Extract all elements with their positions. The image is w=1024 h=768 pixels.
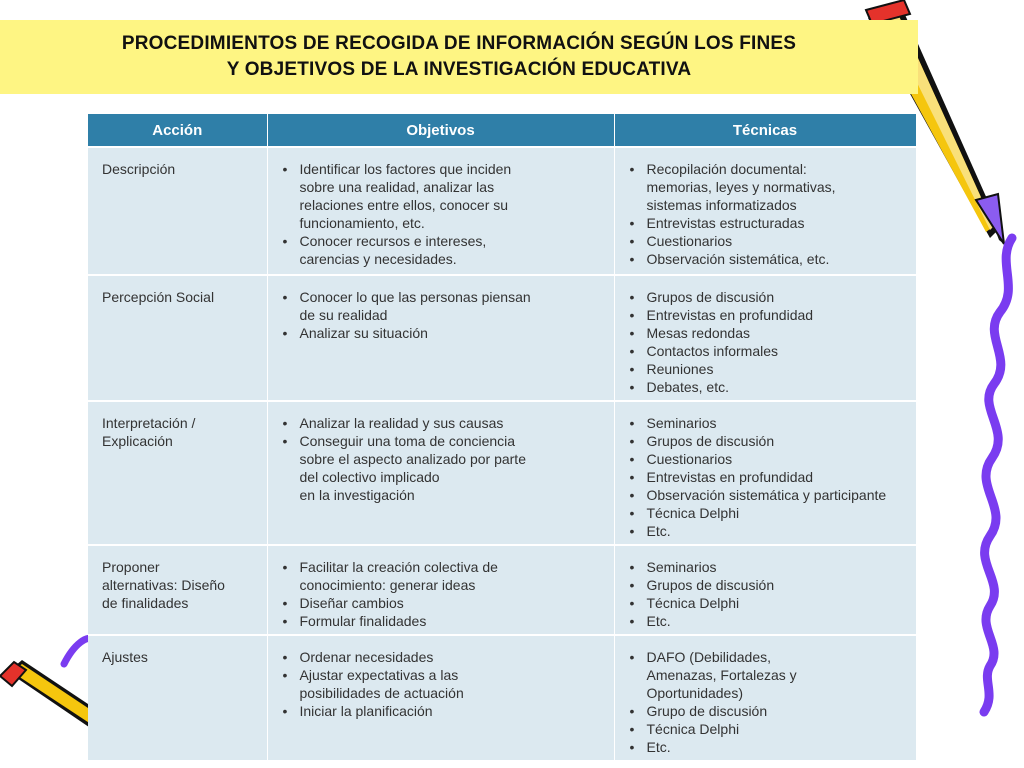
tecnicas-list	[629, 160, 906, 268]
tecnicas-list	[629, 558, 906, 630]
accion-text-line: de finalidades	[102, 595, 189, 611]
cell-objetivos	[267, 635, 614, 760]
objetivos-list	[282, 648, 604, 720]
table-row	[88, 401, 916, 545]
list-item-line: relaciones entre ellos, conocer su	[299, 197, 509, 213]
accion-text-line: Percepción Social	[102, 289, 215, 305]
list-item	[300, 558, 604, 594]
list-item	[300, 612, 604, 630]
list-item-line: • Cuestionarios	[646, 451, 733, 467]
list-item	[300, 288, 604, 324]
list-item-line: sistemas informatizados	[646, 197, 797, 213]
list-item-line: • Grupos de discusión	[646, 289, 775, 305]
list-item	[647, 342, 906, 360]
list-item	[300, 232, 604, 268]
list-item	[647, 702, 906, 720]
cell-tecnicas	[614, 147, 916, 275]
list-item	[647, 738, 906, 756]
list-item	[647, 414, 906, 432]
table-row	[88, 635, 916, 760]
page-title-line-1: PROCEDIMIENTOS DE RECOGIDA DE INFORMACIÓN SEGÚN LOS FINES	[121, 33, 797, 54]
header-tecnicas: Técnicas	[614, 114, 916, 147]
table-row	[88, 275, 916, 401]
table-body	[88, 147, 916, 760]
procedures-table-container	[88, 114, 916, 755]
cell-accion	[88, 275, 267, 401]
list-item-line: • Conocer recursos e intereses,	[299, 233, 487, 249]
cell-tecnicas	[614, 401, 916, 545]
list-item-line: • Iniciar la planificación	[299, 703, 433, 719]
list-item	[647, 360, 906, 378]
list-item-line: • Debates, etc.	[646, 379, 729, 395]
list-item	[300, 160, 604, 232]
list-item	[647, 232, 906, 250]
procedures-table	[88, 114, 917, 760]
list-item-line: • Entrevistas en profundidad	[646, 469, 814, 485]
list-item	[300, 414, 604, 432]
list-item	[647, 594, 906, 612]
list-item	[647, 504, 906, 522]
list-item-line: • Técnica Delphi	[646, 595, 740, 611]
cell-tecnicas	[614, 635, 916, 760]
page-title-line-2: Y OBJETIVOS DE LA INVESTIGACIÓN EDUCATIVA	[226, 59, 692, 80]
list-item-line: • Contactos informales	[646, 343, 779, 359]
list-item-line: • Diseñar cambios	[299, 595, 404, 611]
tecnicas-list	[629, 648, 906, 756]
list-item-line: • Facilitar la creación colectiva de	[299, 559, 498, 575]
list-item	[647, 612, 906, 630]
list-item	[300, 432, 604, 504]
list-item-line: • Técnica Delphi	[646, 721, 740, 737]
list-item	[647, 720, 906, 738]
list-item-line: carencias y necesidades.	[299, 251, 457, 267]
table-row	[88, 545, 916, 635]
tecnicas-list	[629, 288, 906, 396]
list-item-line: en la investigación	[299, 487, 415, 503]
list-item-line: de su realidad	[299, 307, 388, 323]
list-item-line: • Entrevistas en profundidad	[646, 307, 814, 323]
list-item	[647, 306, 906, 324]
cell-objetivos	[267, 147, 614, 275]
list-item-line: • Observación sistemática y participante	[646, 487, 887, 503]
list-item	[647, 648, 906, 702]
list-item	[647, 432, 906, 450]
list-item-line: • Identificar los factores que inciden	[299, 161, 512, 177]
list-item-line: • Formular finalidades	[299, 613, 427, 629]
accion-text-line: Proponer	[102, 559, 160, 575]
cell-accion	[88, 401, 267, 545]
objetivos-list	[282, 160, 604, 268]
list-item-line: • Grupos de discusión	[646, 433, 775, 449]
accion-text-line: alternativas: Diseño	[102, 577, 225, 593]
list-item	[647, 324, 906, 342]
title-banner	[0, 20, 918, 94]
squiggle-line	[984, 238, 1012, 712]
list-item-line: • Grupo de discusión	[646, 703, 768, 719]
accion-text-line: Explicación	[102, 433, 173, 449]
objetivos-list	[282, 288, 604, 342]
list-item-line: • Entrevistas estructuradas	[646, 215, 805, 231]
list-item-line: • Ajustar expectativas a las	[299, 667, 459, 683]
list-item	[647, 558, 906, 576]
list-item-line: Amenazas, Fortalezas y	[646, 667, 797, 683]
list-item-line: • Seminarios	[646, 415, 717, 431]
list-item-line: sobre una realidad, analizar las	[299, 179, 495, 195]
list-item-line: • Recopilación documental:	[646, 161, 807, 177]
list-item	[647, 214, 906, 232]
list-item	[647, 450, 906, 468]
list-item-line: conocimiento: generar ideas	[299, 577, 476, 593]
list-item-line: • DAFO (Debilidades,	[646, 649, 771, 665]
accion-text-line: Ajustes	[102, 649, 148, 665]
list-item-line: • Ordenar necesidades	[299, 649, 434, 665]
list-item	[300, 666, 604, 702]
list-item-line: funcionamiento, etc.	[299, 215, 425, 231]
list-item-line: del colectivo implicado	[299, 469, 440, 485]
list-item	[300, 594, 604, 612]
objetivos-list	[282, 558, 604, 630]
table-header-row	[88, 114, 916, 147]
cell-tecnicas	[614, 545, 916, 635]
list-item-line: • Grupos de discusión	[646, 577, 775, 593]
list-item-line: • Seminarios	[646, 559, 717, 575]
list-item-line: • Mesas redondas	[646, 325, 751, 341]
list-item-line: • Etc.	[646, 613, 671, 629]
list-item-line: posibilidades de actuación	[299, 685, 464, 701]
cell-accion	[88, 545, 267, 635]
list-item	[647, 288, 906, 306]
list-item-line: • Observación sistemática, etc.	[646, 251, 830, 267]
list-item-line: Oportunidades)	[646, 685, 744, 701]
list-item	[647, 378, 906, 396]
list-item	[647, 160, 906, 214]
list-item-line: • Etc.	[646, 739, 671, 755]
list-item-line: memorias, leyes y normativas,	[646, 179, 836, 195]
cell-accion	[88, 147, 267, 275]
accion-text-line: Interpretación /	[102, 415, 196, 431]
list-item	[647, 250, 906, 268]
header-objetivos: Objetivos	[267, 114, 614, 147]
list-item-line: • Analizar su situación	[299, 325, 428, 341]
cell-tecnicas	[614, 275, 916, 401]
cell-objetivos	[267, 275, 614, 401]
list-item	[647, 522, 906, 540]
accion-text-line: Descripción	[102, 161, 176, 177]
cell-objetivos	[267, 545, 614, 635]
list-item	[647, 576, 906, 594]
list-item	[300, 324, 604, 342]
list-item	[300, 702, 604, 720]
list-item-line: • Reuniones	[646, 361, 714, 377]
list-item-line: • Analizar la realidad y sus causas	[299, 415, 504, 431]
list-item-line: • Cuestionarios	[646, 233, 733, 249]
list-item	[647, 468, 906, 486]
cell-objetivos	[267, 401, 614, 545]
list-item-line: • Conocer lo que las personas piensan	[299, 289, 531, 305]
table-row	[88, 147, 916, 275]
objetivos-list	[282, 414, 604, 504]
list-item-line: • Etc.	[646, 523, 671, 539]
list-item-line: sobre el aspecto analizado por parte	[299, 451, 526, 467]
list-item	[300, 648, 604, 666]
list-item-line: • Técnica Delphi	[646, 505, 740, 521]
cell-accion	[88, 635, 267, 760]
list-item-line: • Conseguir una toma de conciencia	[299, 433, 516, 449]
tecnicas-list	[629, 414, 906, 540]
list-item	[647, 486, 906, 504]
header-accion: Acción	[88, 114, 267, 147]
